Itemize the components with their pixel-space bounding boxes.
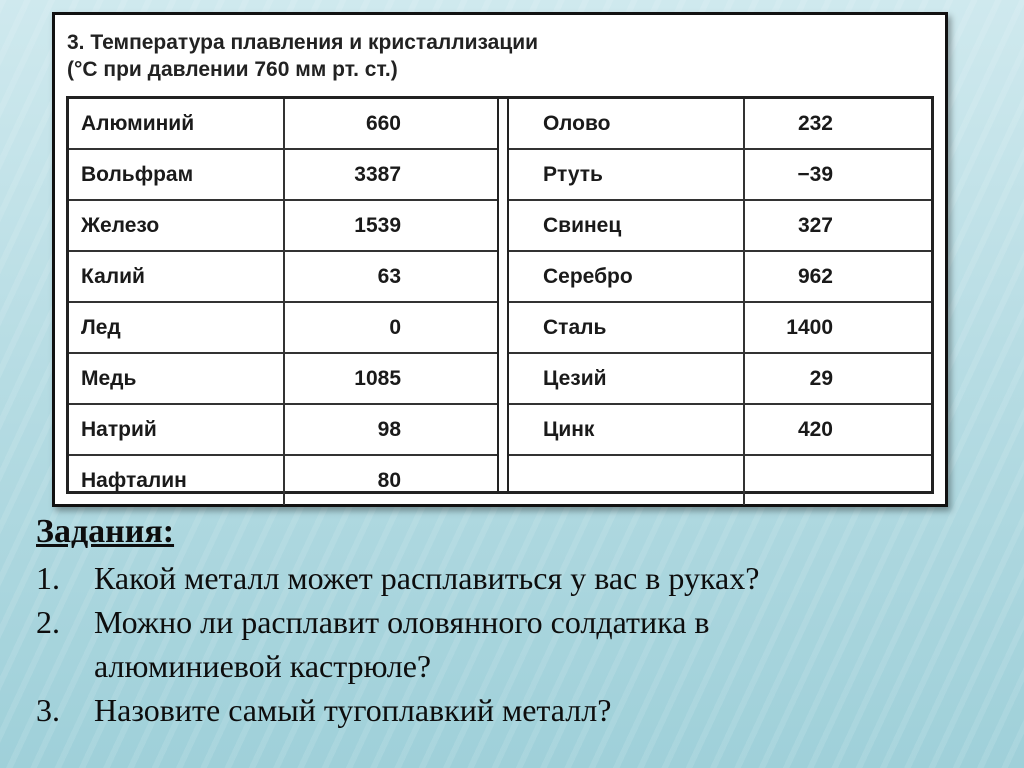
task-item: [36, 600, 974, 688]
substance-name: Цинк: [509, 404, 744, 455]
melting-point: 29: [744, 353, 931, 404]
substance-name: Серебро: [509, 251, 744, 302]
melting-point: 327: [744, 200, 931, 251]
column-divider: [497, 99, 509, 491]
substance-name: Олово: [509, 99, 744, 149]
melting-point: 962: [744, 251, 931, 302]
table-row: [509, 149, 931, 200]
task-number: 3.: [36, 692, 60, 728]
table-title: [67, 29, 538, 83]
table-row: [509, 200, 931, 251]
table-row: [509, 404, 931, 455]
table-row: [69, 404, 497, 455]
task-text: Можно ли расплавит оловянного солдатика в алюминиевой кастрюле?: [94, 604, 710, 684]
melting-point: 1085: [284, 353, 497, 404]
substance-name: Вольфрам: [69, 149, 284, 200]
task-item: [36, 556, 974, 600]
substance-name: [509, 455, 744, 505]
tasks-section: [36, 508, 974, 732]
melting-point: 660: [284, 99, 497, 149]
melting-point: 80: [377, 468, 401, 492]
melting-point: 420: [744, 404, 931, 455]
melting-point: 63: [284, 251, 497, 302]
table-title-line1: 3. Температура плавления и кристаллизации: [67, 31, 539, 54]
table-right-half: [509, 99, 931, 491]
substance-name: Лед: [69, 302, 284, 353]
task-number: 1.: [36, 560, 60, 596]
melting-point: 0: [284, 302, 497, 353]
table-row: [509, 302, 931, 353]
task-item: [36, 688, 974, 732]
table-row: [69, 353, 497, 404]
tasks-heading: Задания:: [36, 513, 175, 550]
substance-name: Сталь: [509, 302, 744, 353]
melting-point: [744, 455, 931, 505]
table-row: [509, 99, 931, 149]
substance-name: Алюминий: [69, 99, 284, 149]
substance-name: Ртуть: [509, 149, 744, 200]
melting-point: −39: [744, 149, 931, 200]
table-title-line2: (°С при давлении 760 мм рт. ст.): [67, 58, 398, 81]
table-row: [69, 251, 497, 302]
melting-point: 232: [744, 99, 931, 149]
table-row: [509, 251, 931, 302]
substance-name: Железо: [69, 200, 284, 251]
substance-name: Нафталин: [69, 455, 284, 505]
table-row: [69, 99, 497, 149]
substance-name: Натрий: [69, 404, 284, 455]
melting-table: [66, 96, 934, 494]
melting-point: 3387: [284, 149, 497, 200]
melting-point: 1539: [284, 200, 497, 251]
task-number: 2.: [36, 604, 60, 640]
substance-name: Цезий: [509, 353, 744, 404]
table-row: [69, 302, 497, 353]
table-row: [69, 455, 497, 505]
table-row: [69, 200, 497, 251]
melting-table-card: [52, 12, 948, 507]
substance-name: Свинец: [509, 200, 744, 251]
table-row: [509, 353, 931, 404]
substance-name: Калий: [69, 251, 284, 302]
substance-name: Медь: [69, 353, 284, 404]
table-row: [69, 149, 497, 200]
task-text: Назовите самый тугоплавкий металл?: [94, 692, 612, 728]
task-text: Какой металл может расплавиться у вас в руках?: [94, 560, 760, 596]
melting-point: 1400: [744, 302, 931, 353]
melting-point: 98: [284, 404, 497, 455]
table-row-empty: [509, 455, 931, 505]
table-left-half: [69, 99, 497, 491]
